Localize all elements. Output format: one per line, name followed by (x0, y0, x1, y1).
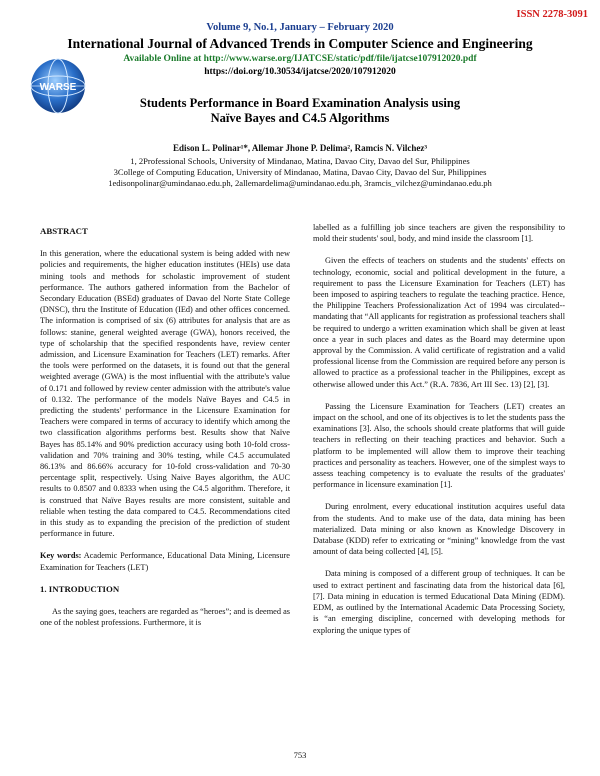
left-column (40, 222, 290, 640)
logo-text: WARSE (39, 82, 77, 93)
title-line-1: Students Performance in Board Examination Analysis using (139, 96, 461, 110)
issn-label: ISSN 2278-3091 (516, 9, 588, 20)
authors: Edison L. Polinar¹*, Allemar Jhone P. Delima², Ramcis N. Vilchez³ (172, 143, 428, 153)
intro-heading: 1. INTRODUCTION (40, 583, 120, 594)
keywords-text: Academic Performance, Educational Data Mining, Licensure Examination for Teachers (LET) (40, 551, 290, 572)
keywords (40, 550, 290, 572)
right-paragraph-4: During enrolment, every educational institution acquires useful data from the students. And to make use of the data, data mining has been materialized. Data mining or also known as Knowledge Discovery in Database (KDD) refer to extricating or “mining” knowledge from the vast amount of data being collected [4], [5]. (313, 502, 565, 557)
intro-paragraph-1: As the saying goes, teachers are regarded as “heroes”; and is deemed as one of the noblest professions. Furthermore, it is (40, 607, 290, 628)
volume-line: Volume 9, No.1, January – February 2020 (206, 22, 394, 33)
right-paragraph-1: labelled as a fulfilling job since teachers are given the responsibility to mold their students' soul, body, and mind inside the classroom [1]. (313, 223, 565, 244)
affiliation-2: 3College of Computing Education, University of Mindanao, Matina, Davao City, Davao del Sur, Philippines (113, 167, 487, 177)
paper-title (60, 96, 540, 126)
right-column (313, 222, 565, 647)
right-paragraph-2: Given the effects of teachers on students and the students' effects on technology, economic, social and political development in the future, a requirement to pass the Licensure Examination for Teachers (LET) has been imposed to aspiring teachers to regulate the teaching practice. Hence, the Philippine Teachers Professionalization Act of 1994 was circulated-- mandating that “All applicants for registration as professional teachers shall be required to undergo a written examination which shall be given at least once a year in such places and dates as the Board may determine upon approval by the Commission. A valid certificate of registration and a valid professional license from the Commission are required before any person is allowed to practice as a professional teacher in the Philippines, except as otherwise allowed under this Act.” (R.A. 7836, Art III Sec. 13) [2], [3]. (313, 256, 565, 389)
abstract-heading: ABSTRACT (40, 226, 88, 236)
affiliation-1: 1, 2Professional Schools, University of Mindanao, Matina, Davao City, Davao del Sur, Philippines (130, 156, 470, 166)
abstract-text: In this generation, where the educational system is being added with new policies and requirements, the higher education institutes (HEIs) use data mining tools and methods for scholastic improvement of student performance. The authors gathered information from the Bachelor of Secondary Education (BSEd) graduates of Davao del Norte State College (DNSC), thru the Institute of Education (IEd) and other offices concerned. The information is comprised of six (6) attributes for analysis that are as follows: stanine, general weighted average (GWA), honors received, the type of scholarship that the specified respondents have, review center admission, and Licensure Examination for Teachers (LET) remarks. After the tools were performed on the datasets, it is found out that the general weighted average (GWA) is the most influential with the attribute's value of 0.171 and followed by review center admission with the attribute's value of 0.132. The performance of the models Naïve Bayes and C4.5 in predicting the students' performance in the Licensure Examination for Teachers were compared in terms of accuracy to identify which among the two classification algorithms performs best. Results show that Naïve Bayes has 85.14% and 90% prediction accuracy using both 10-fold cross-validation and 70% training and 30% testing, while C4.5 accumulated 86.13% and 86.66% accuracy for 10-fold cross-validation and 70-30 percentage split, respectively. Using Naive Bayes algorithm, the AUC results to 0.8507 and 0.8333 when using the C4.5 algorithm. Therefore, it is construed that Naïve Bayes results are more consistent, suitable and reliable when testing the data compared to C4.5. Recommendations cited in this study as to expanding the precision of the prediction of student performance in future. (40, 249, 290, 539)
keywords-label: Key words: (40, 551, 82, 561)
doi-link[interactable]: https://doi.org/10.30534/ijatcse/2020/107912020 (204, 67, 396, 77)
author-emails: 1edisonpolinar@umindanao.edu.ph, 2allemardelima@umindanao.edu.ph, 3ramcis_vilchez@umindanao.edu.ph (108, 178, 492, 188)
journal-title: International Journal of Advanced Trends in Computer Science and Engineering (67, 36, 533, 51)
right-paragraph-3: Passing the Licensure Examination for Teachers (LET) creates an impact on the school, and one of its objectives is to let the students pass the examinations [3]. Also, the schools should create platforms that will guide teachers in reflecting on their teaching practices and behavior. Such a platform to be implemented will allow them to improve their teaching practices and personality as teachers. However, one of the simplest ways to assess teaching competency is to evaluate the results of the graduates' performance in licensure examination [1]. (313, 401, 565, 490)
online-url[interactable]: Available Online at http://www.warse.org/IJATCSE/static/pdf/file/ijatcse107912020.pdf (123, 54, 477, 64)
right-paragraph-5: Data mining is composed of a different group of techniques. It can be used to extract pertinent and fascinating data from the historical data [6], [7]. Data mining in education is termed Educational Data Mining (EDM). EDM, as outlined by the International Academic Data Processing Society, is “an emerging discipline, concerned with developing methods for exploring the unique types of (313, 569, 565, 635)
title-line-2: Naïve Bayes and C4.5 Algorithms (210, 111, 390, 125)
page-number: 753 (293, 750, 307, 760)
